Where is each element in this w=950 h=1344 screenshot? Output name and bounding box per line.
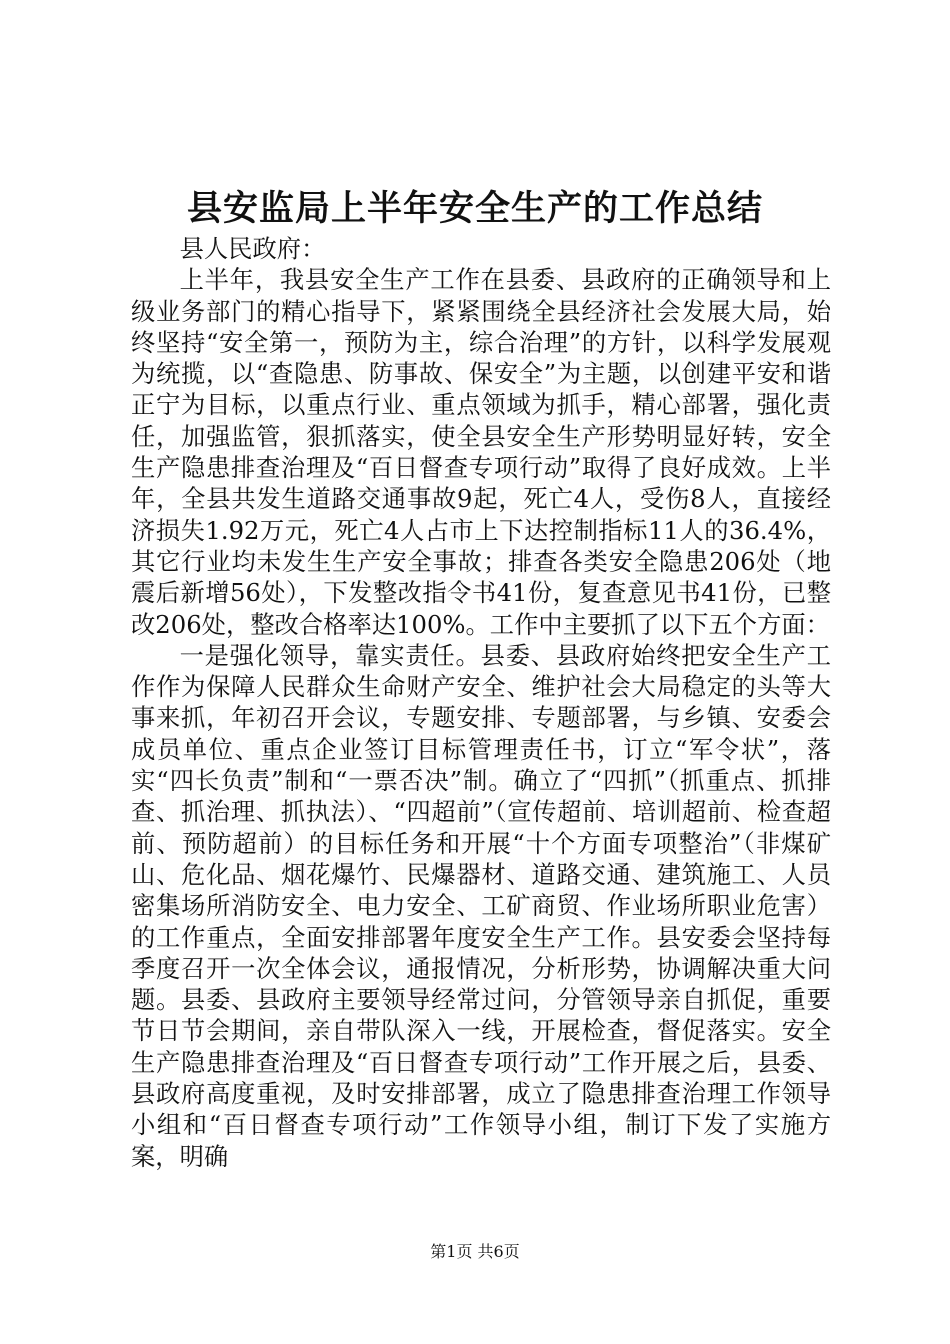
document-body	[131, 233, 831, 1172]
paragraph-1: 上半年，我县安全生产工作在县委、县政府的正确领导和上级业务部门的精心指导下，紧紧围绕全县经济社会发展大局，始终坚持“安全第一，预防为主，综合治理”的方针，以科学发展观为统揽，以“查隐患、防事故、保安全”为主题，以创建平安和谐正宁为目标，以重点行业、重点领域为抓手，精心部署，强化责任，加强监管，狠抓落实，使全县安全生产形势明显好转，安全生产隐患排查治理及“百日督查专项行动”取得了良好成效。上半年，全县共发生道路交通事故9起，死亡4人，受伤8人，直接经济损失1.92万元，死亡4人占市上下达控制指标11人的36.4%，其它行业均未发生生产安全事故；排查各类安全隐患206处（地震后新增56处），下发整改指令书41份，复查意见书41份，已整改206处，整改合格率达100%。工作中主要抓了以下五个方面：	[131, 265, 831, 639]
page-footer: 第1页 共6页	[430, 1242, 520, 1261]
salutation: 县人民政府：	[179, 234, 326, 263]
document-title: 县安监局上半年安全生产的工作总结	[186, 188, 763, 229]
paragraph-2: 一是强化领导，靠实责任。县委、县政府始终把安全生产工作作为保障人民群众生命财产安全、维护社会大局稳定的头等大事来抓，年初召开会议，专题安排、专题部署，与乡镇、安委会成员单位、重点企业签订目标管理责任书，订立“军令状”，落实“四长负责”制和“一票否决”制。确立了“四抓”（抓重点、抓排查、抓治理、抓执法）、“四超前”（宣传超前、培训超前、检查超前、预防超前）的目标任务和开展“十个方面专项整治”（非煤矿山、危化品、烟花爆竹、民爆器材、道路交通、建筑施工、人员密集场所消防安全、电力安全、工矿商贸、作业场所职业危害）的工作重点，全面安排部署年度安全生产工作。县安委会坚持每季度召开一次全体会议，通报情况，分析形势，协调解决重大问题。县委、县政府主要领导经常过问，分管领导亲自抓促，重要节日节会期间，亲自带队深入一线，开展检查，督促落实。安全生产隐患排查治理及“百日督查专项行动”工作开展之后，县委、县政府高度重视，及时安排部署，成立了隐患排查治理工作领导小组和“百日督查专项行动”工作领导小组，制订下发了实施方案，明确	[131, 640, 831, 1171]
